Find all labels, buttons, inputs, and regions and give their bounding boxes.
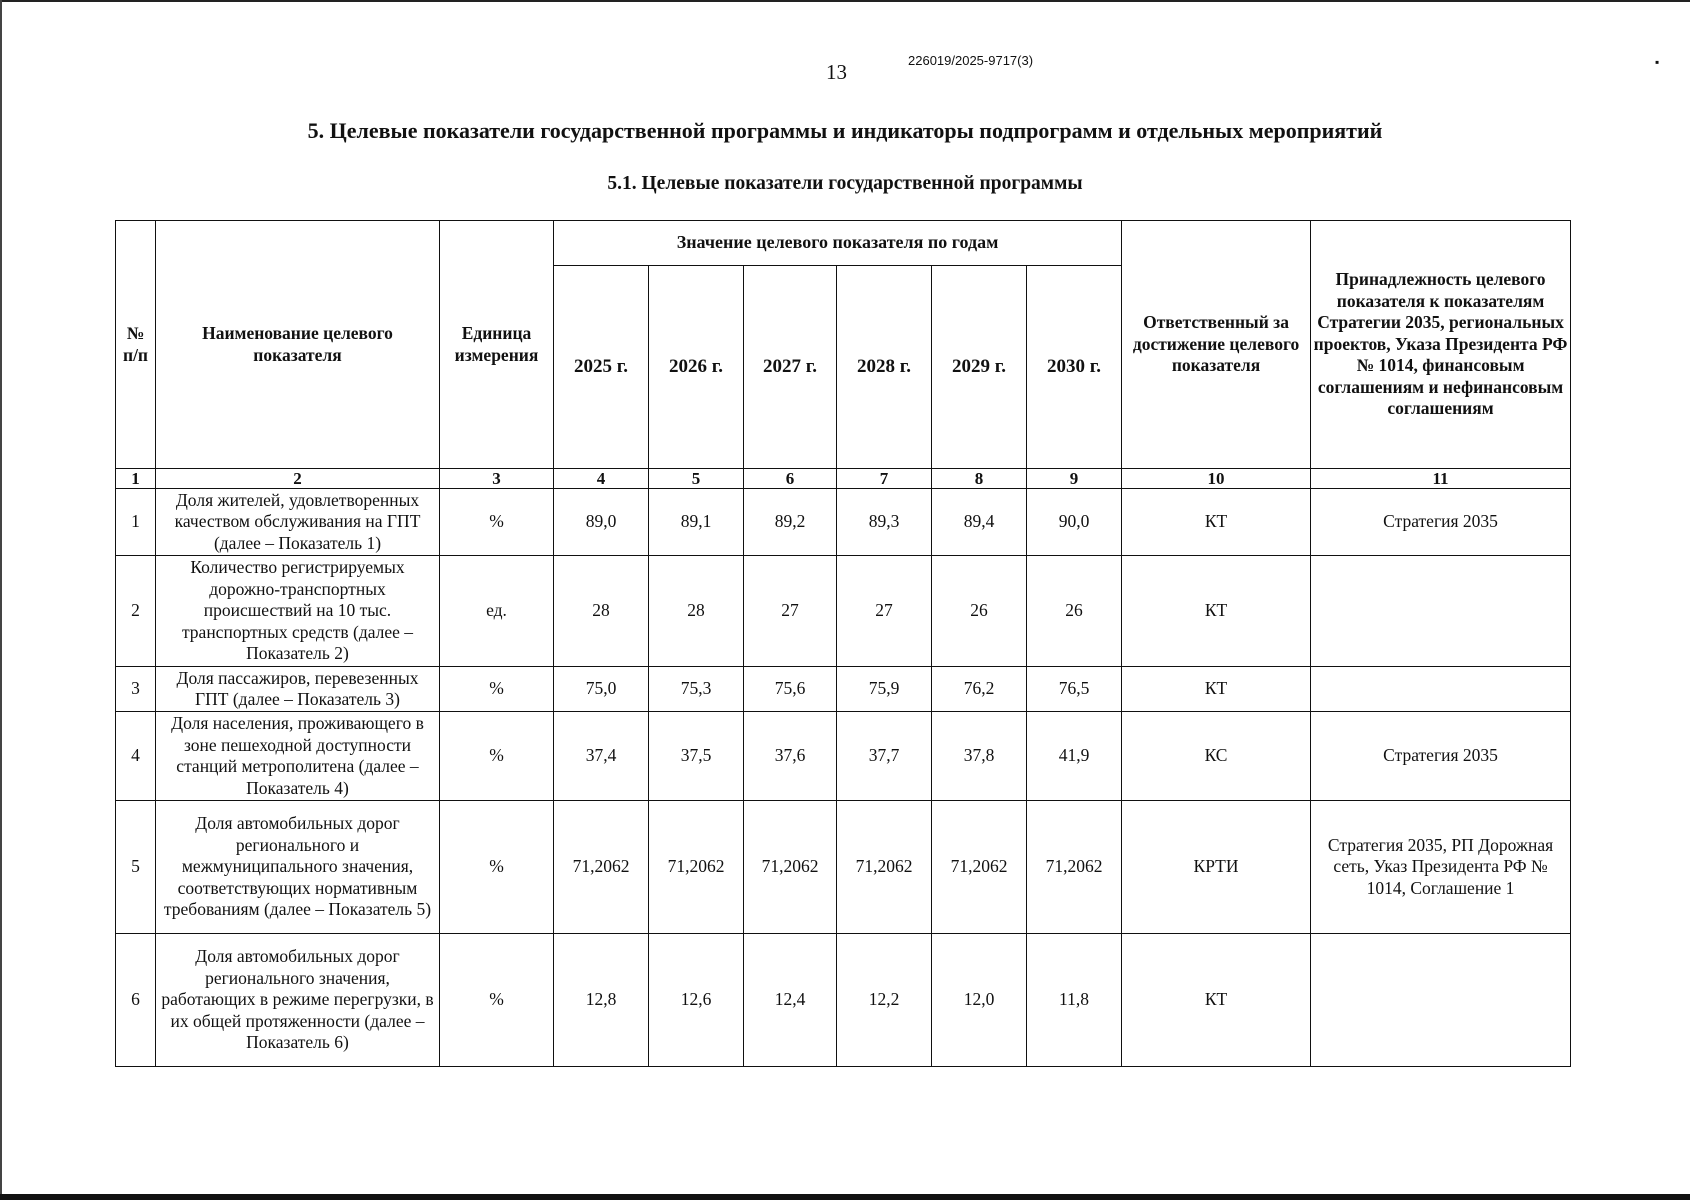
header-year: 2028 г. [837, 266, 932, 469]
value-cell: 26 [1027, 556, 1122, 667]
header-year: 2026 г. [649, 266, 744, 469]
indicator-name: Доля автомобильных дорог регионального значения, работающих в режиме перегрузки, в их общей протяженности (далее – Показатель 6) [156, 934, 440, 1067]
header-responsible: Ответственный за достижение целевого показателя [1122, 221, 1311, 469]
value-cell: 89,4 [932, 489, 1027, 556]
table-row [116, 556, 1571, 667]
value-cell: 37,7 [837, 712, 932, 801]
value-cell: 41,9 [1027, 712, 1122, 801]
value-cell: 12,0 [932, 934, 1027, 1067]
table-row [116, 801, 1571, 934]
column-number: 4 [554, 469, 649, 489]
value-cell: 90,0 [1027, 489, 1122, 556]
value-cell: 75,6 [744, 667, 837, 712]
responsible: КС [1122, 712, 1311, 801]
value-cell: 89,1 [649, 489, 744, 556]
value-cell: 12,4 [744, 934, 837, 1067]
header-row [116, 221, 1571, 266]
responsible: КТ [1122, 934, 1311, 1067]
header-year: 2030 г. [1027, 266, 1122, 469]
indicator-name: Доля пассажиров, перевезенных ГПТ (далее – Показатель 3) [156, 667, 440, 712]
table-row [116, 934, 1571, 1067]
value-cell: 75,3 [649, 667, 744, 712]
value-cell: 11,8 [1027, 934, 1122, 1067]
unit: % [440, 934, 554, 1067]
affiliation [1311, 934, 1571, 1067]
value-cell: 37,6 [744, 712, 837, 801]
indicator-name: Количество регистрируемых дорожно-транспортных происшествий на 10 тыс. транспортных средств (далее – Показатель 2) [156, 556, 440, 667]
value-cell: 71,2062 [837, 801, 932, 934]
column-number: 8 [932, 469, 1027, 489]
affiliation: Стратегия 2035 [1311, 489, 1571, 556]
scan-edge-top [0, 0, 1690, 2]
scan-speck: ▪ [1655, 55, 1660, 69]
value-cell: 26 [932, 556, 1027, 667]
value-cell: 27 [837, 556, 932, 667]
scan-edge-bottom [0, 1194, 1690, 1200]
row-num: 2 [116, 556, 156, 667]
responsible: КРТИ [1122, 801, 1311, 934]
column-number: 5 [649, 469, 744, 489]
value-cell: 76,2 [932, 667, 1027, 712]
responsible: КТ [1122, 556, 1311, 667]
value-cell: 71,2062 [932, 801, 1027, 934]
column-number: 1 [116, 469, 156, 489]
column-number: 11 [1311, 469, 1571, 489]
value-cell: 37,8 [932, 712, 1027, 801]
value-cell: 75,0 [554, 667, 649, 712]
value-cell: 89,0 [554, 489, 649, 556]
indicator-name: Доля населения, проживающего в зоне пешеходной доступности станций метрополитена (далее – Показатель 4) [156, 712, 440, 801]
unit: % [440, 489, 554, 556]
unit: % [440, 801, 554, 934]
header-indicator-name: Наименование целевого показателя [156, 221, 440, 469]
indicator-name: Доля автомобильных дорог регионального и межмуниципального значения, соответствующих нормативным требованиям (далее – Показатель 5) [156, 801, 440, 934]
column-numbers-row [116, 469, 1571, 489]
table-row [116, 712, 1571, 801]
value-cell: 37,5 [649, 712, 744, 801]
value-cell: 71,2062 [1027, 801, 1122, 934]
value-cell: 75,9 [837, 667, 932, 712]
column-number: 9 [1027, 469, 1122, 489]
value-cell: 71,2062 [554, 801, 649, 934]
affiliation [1311, 556, 1571, 667]
row-num: 1 [116, 489, 156, 556]
value-cell: 27 [744, 556, 837, 667]
column-number: 2 [156, 469, 440, 489]
column-number: 7 [837, 469, 932, 489]
column-number: 6 [744, 469, 837, 489]
value-cell: 28 [649, 556, 744, 667]
header-unit: Единица измерения [440, 221, 554, 469]
affiliation: Стратегия 2035, РП Дорожная сеть, Указ Президента РФ № 1014, Соглашение 1 [1311, 801, 1571, 934]
unit: % [440, 712, 554, 801]
header-year: 2029 г. [932, 266, 1027, 469]
unit: ед. [440, 556, 554, 667]
value-cell: 12,6 [649, 934, 744, 1067]
unit: % [440, 667, 554, 712]
header-year: 2027 г. [744, 266, 837, 469]
header-year: 2025 г. [554, 266, 649, 469]
column-number: 10 [1122, 469, 1311, 489]
column-number: 3 [440, 469, 554, 489]
subsection-title: 5.1. Целевые показатели государственной программы [607, 173, 1083, 194]
value-cell: 71,2062 [744, 801, 837, 934]
header-num: № п/п [116, 221, 156, 469]
document-registration-number: 226019/2025-9717(3) [908, 53, 1034, 68]
row-num: 4 [116, 712, 156, 801]
row-num: 3 [116, 667, 156, 712]
value-cell: 28 [554, 556, 649, 667]
value-cell: 89,3 [837, 489, 932, 556]
value-cell: 71,2062 [649, 801, 744, 934]
target-indicators-table [115, 220, 1571, 1067]
row-num: 5 [116, 801, 156, 934]
affiliation [1311, 667, 1571, 712]
value-cell: 37,4 [554, 712, 649, 801]
value-cell: 89,2 [744, 489, 837, 556]
table-row [116, 489, 1571, 556]
value-cell: 76,5 [1027, 667, 1122, 712]
header-affiliation: Принадлежность целевого показателя к показателям Стратегии 2035, региональных проектов, Указа Президента РФ № 1014, финансовым соглашениям и нефинансовым соглашениям [1311, 221, 1571, 469]
responsible: КТ [1122, 489, 1311, 556]
value-cell: 12,8 [554, 934, 649, 1067]
row-num: 6 [116, 934, 156, 1067]
indicator-name: Доля жителей, удовлетворенных качеством обслуживания на ГПТ (далее – Показатель 1) [156, 489, 440, 556]
page-number: 13 [826, 60, 847, 84]
section-title: 5. Целевые показатели государственной программы и индикаторы подпрограмм и отдельных мероприятий [307, 118, 1383, 143]
responsible: КТ [1122, 667, 1311, 712]
affiliation: Стратегия 2035 [1311, 712, 1571, 801]
table-row [116, 667, 1571, 712]
value-cell: 12,2 [837, 934, 932, 1067]
header-years-group: Значение целевого показателя по годам [554, 221, 1122, 266]
